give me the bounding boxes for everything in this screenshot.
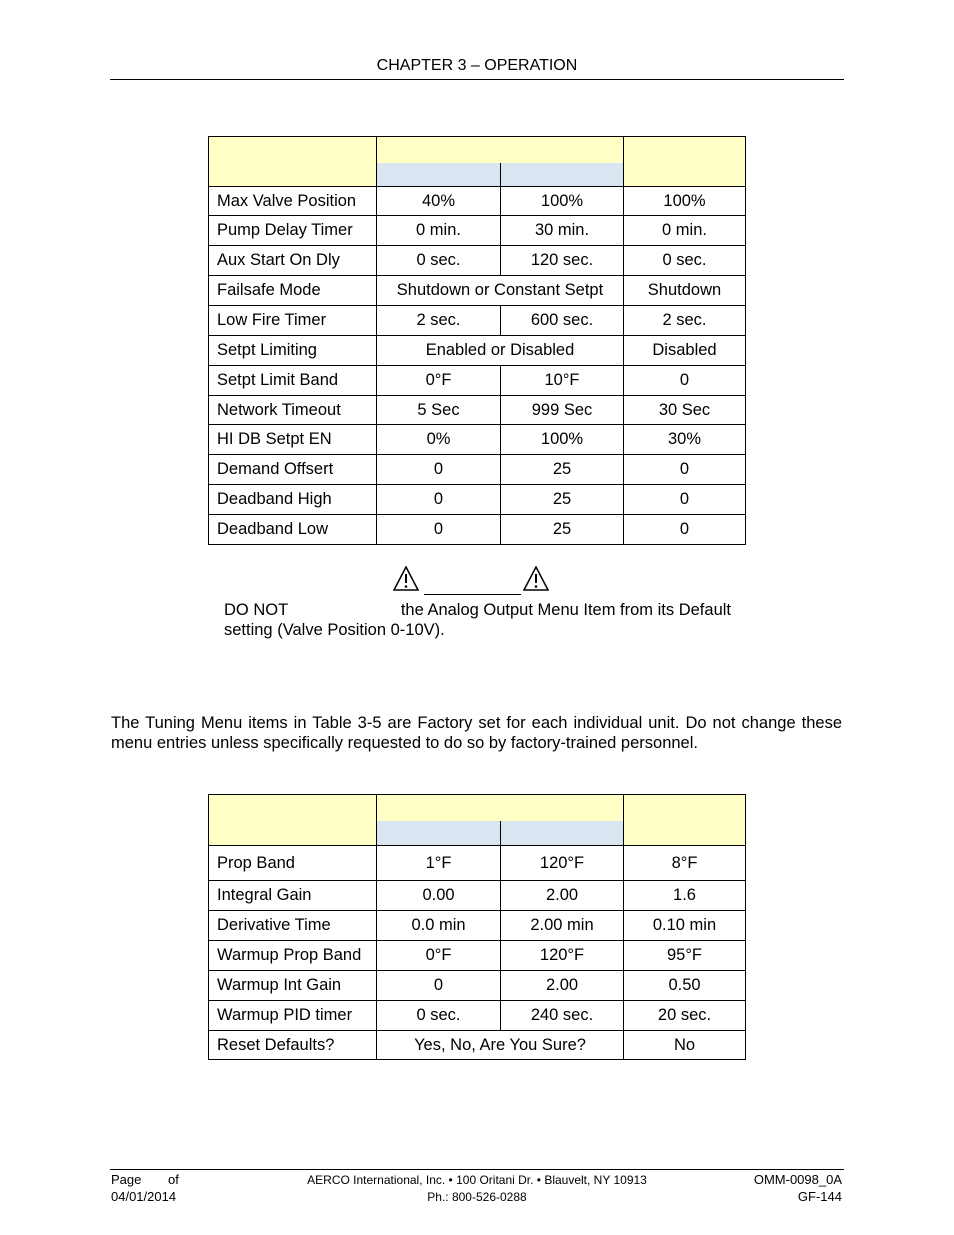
table-row xyxy=(209,246,746,276)
default-cell: 1.6 xyxy=(624,881,746,911)
table-header-max xyxy=(501,163,624,187)
min-cell: 0°F xyxy=(377,366,501,396)
table-header-item xyxy=(209,795,377,846)
default-cell: 0 xyxy=(624,485,746,515)
table-header-range xyxy=(377,795,624,821)
min-cell: 0.0 min xyxy=(377,911,501,941)
max-cell: 100% xyxy=(501,187,624,216)
default-cell: 0 xyxy=(624,366,746,396)
min-cell: 40% xyxy=(377,187,501,216)
table-header-min xyxy=(377,821,501,846)
footer-doc-number: OMM-0098_0A xyxy=(753,1172,842,1187)
warning-triangle-icon xyxy=(523,566,549,591)
min-cell: 0 xyxy=(377,971,501,1001)
table-row xyxy=(209,515,746,545)
menu-item-name: Deadband Low xyxy=(209,515,377,545)
max-cell: 600 sec. xyxy=(501,306,624,336)
max-cell: 25 xyxy=(501,485,624,515)
table-header-max xyxy=(501,821,624,846)
footer-of-label: of xyxy=(168,1172,179,1187)
menu-item-name: Failsafe Mode xyxy=(209,276,377,306)
menu-item-name: Pump Delay Timer xyxy=(209,216,377,246)
table-row xyxy=(209,1031,746,1060)
min-cell: 0 xyxy=(377,455,501,485)
default-cell: 0.50 xyxy=(624,971,746,1001)
default-cell: 100% xyxy=(624,187,746,216)
table-row xyxy=(209,971,746,1001)
min-cell: 0°F xyxy=(377,941,501,971)
range-cell: Enabled or Disabled xyxy=(377,336,624,366)
table-row xyxy=(209,941,746,971)
menu-item-name: Network Timeout xyxy=(209,396,377,425)
max-cell: 30 min. xyxy=(501,216,624,246)
max-cell: 120 sec. xyxy=(501,246,624,276)
table-row xyxy=(209,1001,746,1031)
default-cell: 0 sec. xyxy=(624,246,746,276)
caution-do-not: DO NOT xyxy=(224,601,289,619)
default-cell: No xyxy=(624,1031,746,1060)
default-cell: 95°F xyxy=(624,941,746,971)
default-cell: 0.10 min xyxy=(624,911,746,941)
default-cell: 8°F xyxy=(624,846,746,881)
default-cell: Disabled xyxy=(624,336,746,366)
menu-item-name: Reset Defaults? xyxy=(209,1031,377,1060)
max-cell: 100% xyxy=(501,425,624,455)
default-cell: 0 xyxy=(624,515,746,545)
caution-rest: the Analog Output Menu Item from its Default xyxy=(400,601,731,619)
menu-item-name: Derivative Time xyxy=(209,911,377,941)
max-cell: 120°F xyxy=(501,941,624,971)
footer-date: 04/01/2014 xyxy=(111,1189,177,1204)
table-header-min xyxy=(377,163,501,187)
footer-address: AERCO International, Inc. • 100 Oritani Dr. • Blauvelt, NY 10913 xyxy=(307,1173,647,1187)
caution-heading xyxy=(393,566,553,596)
default-cell: 0 min. xyxy=(624,216,746,246)
default-cell: 30% xyxy=(624,425,746,455)
table-row xyxy=(209,911,746,941)
menu-item-name: Setpt Limit Band xyxy=(209,366,377,396)
table-row xyxy=(209,485,746,515)
table-header-default xyxy=(624,137,746,187)
min-cell: 0 sec. xyxy=(377,246,501,276)
chapter-header: CHAPTER 3 – OPERATION xyxy=(110,57,844,80)
caution-text xyxy=(224,600,731,640)
table-row xyxy=(209,455,746,485)
range-cell: Yes, No, Are You Sure? xyxy=(377,1031,624,1060)
table-row xyxy=(209,216,746,246)
min-cell: 0 xyxy=(377,515,501,545)
menu-item-name: Deadband High xyxy=(209,485,377,515)
menu-item-name: Aux Start On Dly xyxy=(209,246,377,276)
default-cell: 2 sec. xyxy=(624,306,746,336)
caution-line2: setting (Valve Position 0-10V). xyxy=(224,621,445,639)
max-cell: 2.00 xyxy=(501,971,624,1001)
footer-phone: Ph.: 800-526-0288 xyxy=(427,1190,527,1204)
table-row xyxy=(209,187,746,216)
footer-rule xyxy=(110,1169,844,1170)
tuning-paragraph: The Tuning Menu items in Table 3-5 are Factory set for each individual unit. Do not change these menu entries unless specifically requested to do so by factory-trained personnel. xyxy=(111,714,842,752)
operating-menu-table xyxy=(208,136,746,545)
table-header-default xyxy=(624,795,746,846)
max-cell: 25 xyxy=(501,455,624,485)
max-cell: 2.00 xyxy=(501,881,624,911)
min-cell: 5 Sec xyxy=(377,396,501,425)
max-cell: 25 xyxy=(501,515,624,545)
table-header-item xyxy=(209,137,377,187)
table-row xyxy=(209,846,746,881)
default-cell: 30 Sec xyxy=(624,396,746,425)
default-cell: Shutdown xyxy=(624,276,746,306)
menu-item-name: HI DB Setpt EN xyxy=(209,425,377,455)
table-row xyxy=(209,396,746,425)
table-header-range xyxy=(377,137,624,163)
min-cell: 0 xyxy=(377,485,501,515)
min-cell: 1°F xyxy=(377,846,501,881)
tuning-menu-table xyxy=(208,794,746,1060)
max-cell: 240 sec. xyxy=(501,1001,624,1031)
default-cell: 20 sec. xyxy=(624,1001,746,1031)
min-cell: 0 min. xyxy=(377,216,501,246)
menu-item-name: Integral Gain xyxy=(209,881,377,911)
max-cell: 10°F xyxy=(501,366,624,396)
range-cell: Shutdown or Constant Setpt xyxy=(377,276,624,306)
max-cell: 120°F xyxy=(501,846,624,881)
max-cell: 2.00 min xyxy=(501,911,624,941)
menu-item-name: Max Valve Position xyxy=(209,187,377,216)
menu-item-name: Warmup PID timer xyxy=(209,1001,377,1031)
min-cell: 0% xyxy=(377,425,501,455)
max-cell: 999 Sec xyxy=(501,396,624,425)
table-row xyxy=(209,336,746,366)
table-row xyxy=(209,881,746,911)
menu-item-name: Warmup Prop Band xyxy=(209,941,377,971)
table-row xyxy=(209,425,746,455)
caution-underline xyxy=(424,594,521,595)
menu-item-name: Demand Offsert xyxy=(209,455,377,485)
min-cell: 0.00 xyxy=(377,881,501,911)
menu-item-name: Warmup Int Gain xyxy=(209,971,377,1001)
table-row xyxy=(209,366,746,396)
menu-item-name: Prop Band xyxy=(209,846,377,881)
min-cell: 2 sec. xyxy=(377,306,501,336)
footer-gf-number: GF-144 xyxy=(797,1189,842,1204)
table-row xyxy=(209,306,746,336)
min-cell: 0 sec. xyxy=(377,1001,501,1031)
table-row xyxy=(209,276,746,306)
menu-item-name: Low Fire Timer xyxy=(209,306,377,336)
footer-page-label: Page xyxy=(111,1172,142,1187)
menu-item-name: Setpt Limiting xyxy=(209,336,377,366)
default-cell: 0 xyxy=(624,455,746,485)
warning-triangle-icon xyxy=(393,566,419,591)
